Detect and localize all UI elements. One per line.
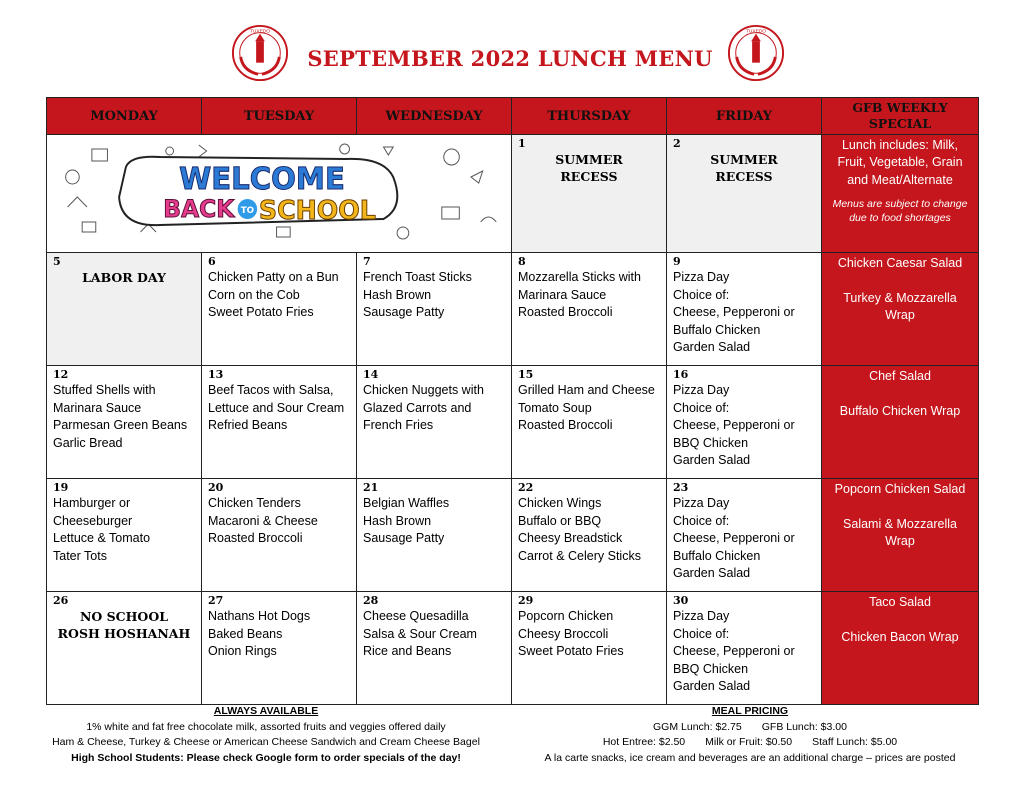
recess-label: RECESS [560,169,618,184]
menu-item: Chicken Tenders [208,496,301,511]
menu-item: Cheese, Pepperoni or [673,305,795,320]
price-staff: Staff Lunch: $5.00 [812,736,898,748]
menu-item: Rice and Beans [363,644,452,659]
high-school-note: High School Students: Please check Google form to order specials of the day! [71,751,461,764]
menu-item: Parmesan Green Beans [53,418,188,433]
special-note-cell [822,135,979,253]
menu-item: Marinara Sauce [53,400,142,415]
menu-item: French Toast Sticks [363,270,472,285]
cell-sep-13 [202,366,357,479]
always-available-line: 1% white and fat free chocolate milk, assorted fruits and veggies offered daily [86,720,446,733]
day-number: 2 [673,137,681,150]
header-wednesday: WEDNESDAY [357,98,512,135]
special-item: Chicken Bacon Wrap [841,629,959,644]
cell-sep-28 [357,592,512,705]
menu-item: Sweet Potato Fries [518,644,624,659]
cell-sep-26 [47,592,202,705]
menu-item: Roasted Broccoli [208,531,303,546]
day-number: 7 [363,255,371,269]
menu-item: Carrot & Celery Sticks [518,548,641,563]
day-number: 30 [673,594,689,608]
menu-item: Nathans Hot Dogs [208,609,311,624]
menu-item: Garden Salad [673,566,751,581]
menu-item: Buffalo Chicken [673,548,761,563]
menu-item: Lettuce and Sour Cream [208,400,345,415]
header-friday: FRIDAY [667,98,822,135]
lunch-includes-note: Lunch includes: Milk, Fruit, Vegetable, Grain and Meat/Alternate [837,138,963,187]
cell-sep-9 [667,253,822,366]
menu-item: Mozzarella Sticks with [518,270,641,285]
meal-pricing-heading: MEAL PRICING [711,705,789,717]
day-number: 14 [363,368,379,382]
holiday-label: ROSH HOSHANAH [57,626,191,642]
menu-item: Sausage Patty [363,531,445,546]
weekly-special-week4 [822,479,979,592]
menu-item: Cheese, Pepperoni or [673,644,795,659]
menu-item: Chicken Patty on a Bun [208,270,339,285]
cell-sep-2 [667,135,822,253]
menu-item: Roasted Broccoli [518,305,613,320]
menu-item: Corn on the Cob [208,287,300,302]
day-number: 23 [673,481,689,495]
recess-label: RECESS [715,169,773,184]
menu-item: Cheeseburger [53,513,133,528]
cell-sep-16 [667,366,822,479]
cell-sep-5 [47,253,202,366]
day-number: 13 [208,368,224,382]
menu-item: Choice of: [673,400,730,415]
welcome-back-banner [47,135,512,253]
menu-item: Cheese Quesadilla [363,609,469,624]
banner-welcome-text: WELCOME [179,161,345,197]
weekly-special-week5 [822,592,979,705]
day-number: 15 [518,368,534,382]
menu-item: Grilled Ham and Cheese [518,383,655,398]
recess-label: SUMMER [555,152,623,167]
svg-text:TUXEDO: TUXEDO [745,29,767,35]
holiday-label: LABOR DAY [82,270,166,286]
svg-text:TUXEDO: TUXEDO [249,29,271,35]
always-available-line: Ham & Cheese, Turkey & Cheese or American Cheese Sandwich and Cream Cheese Bagel [52,736,480,748]
menu-item: Refried Beans [208,418,288,433]
menu-item: Roasted Broccoli [518,418,613,433]
day-number: 5 [53,255,61,269]
cell-sep-12 [47,366,202,479]
menu-item: Tater Tots [53,548,107,563]
menu-item: Lettuce & Tomato [53,531,151,546]
menu-item: Glazed Carrots and [363,400,472,415]
meal-pricing-section [520,704,980,766]
header-tuesday: TUESDAY [202,98,357,135]
header-thursday: THURSDAY [512,98,667,135]
menu-item: Cheese, Pepperoni or [673,418,795,433]
header-weekly-special: GFB WEEKLY SPECIAL [822,98,979,135]
price-ggm: GGM Lunch: $2.75 [653,720,742,733]
cell-sep-30 [667,592,822,705]
day-number: 6 [208,255,216,269]
menu-item: Buffalo or BBQ [518,513,602,528]
special-item: Popcorn Chicken Salad [834,482,966,497]
menu-item: Buffalo Chicken [673,322,761,337]
day-number: 27 [208,594,224,608]
menu-item: Cheesy Broccoli [518,626,609,641]
menu-item: Cheesy Breadstick [518,531,623,546]
menu-item: Beef Tacos with Salsa, [208,383,334,398]
menu-item: Marinara Sauce [518,287,607,302]
menu-item: Pizza Day [673,609,730,624]
day-number: 8 [518,255,526,269]
cell-sep-15 [512,366,667,479]
banner-school-text: SCHOOL [258,195,376,227]
menu-item: Tomato Soup [518,400,592,415]
cell-sep-19 [47,479,202,592]
menu-item: Chicken Wings [518,496,602,511]
cell-sep-8 [512,253,667,366]
day-number: 28 [363,594,379,608]
lunch-menu-table [46,97,979,705]
menu-item: Sausage Patty [363,305,445,320]
day-number: 21 [363,481,379,495]
special-item: Taco Salad [869,595,931,610]
cell-sep-14 [357,366,512,479]
menu-item: BBQ Chicken [673,435,749,450]
cell-sep-23 [667,479,822,592]
menu-item: Hash Brown [363,287,432,302]
always-available-heading: ALWAYS AVAILABLE [213,705,319,717]
menu-item: Macaroni & Cheese [208,513,318,528]
day-number: 26 [53,594,69,608]
cell-sep-1 [512,135,667,253]
menu-item: Chicken Nuggets with [363,383,484,398]
menu-item: Pizza Day [673,270,730,285]
special-item: Salami & Mozzarella Wrap [843,516,957,549]
menu-item: Choice of: [673,513,730,528]
menu-item: BBQ Chicken [673,661,749,676]
menu-item: Baked Beans [208,626,283,641]
price-milk-fruit: Milk or Fruit: $0.50 [705,736,793,748]
menu-item: Choice of: [673,626,730,641]
day-number: 29 [518,594,534,608]
menu-item: Popcorn Chicken [518,609,614,624]
menu-item: Pizza Day [673,496,730,511]
banner-back-text: BACK [163,194,235,224]
day-number: 12 [53,368,69,382]
holiday-label: NO SCHOOL [79,609,169,625]
cell-sep-29 [512,592,667,705]
school-seal-left [231,24,289,82]
menu-item: Garden Salad [673,453,751,468]
cell-sep-27 [202,592,357,705]
special-item: Chicken Caesar Salad [837,256,963,271]
day-number: 1 [518,137,526,150]
special-item: Buffalo Chicken Wrap [839,403,961,418]
day-number: 9 [673,255,681,269]
menu-item: Garlic Bread [53,435,123,450]
page-title: SEPTEMBER 2022 LUNCH MENU [307,46,713,71]
day-number: 19 [53,481,69,495]
a-la-carte-note: A la carte snacks, ice cream and beverages are an additional charge – prices are posted [544,751,956,764]
cell-sep-7 [357,253,512,366]
day-number: 20 [208,481,224,495]
menu-item: Hash Brown [363,513,432,528]
welcome-back-to-school-graphic [53,137,505,245]
menu-item: Garden Salad [673,340,751,355]
menu-item: Sweet Potato Fries [208,305,314,320]
menu-item: Salsa & Sour Cream [363,626,477,641]
banner-to-text: TO [240,205,255,217]
menu-item: Stuffed Shells with [53,383,156,398]
recess-label: SUMMER [710,152,778,167]
menu-item: Garden Salad [673,679,751,694]
cell-sep-20 [202,479,357,592]
weekly-special-week3 [822,366,979,479]
school-seal-right [727,24,785,82]
special-item: Turkey & Mozzarella Wrap [843,290,957,323]
weekly-special-week2 [822,253,979,366]
header-monday: MONDAY [47,98,202,135]
menu-item: French Fries [363,418,434,433]
menu-item: Hamburger or [53,496,131,511]
menu-item: Choice of: [673,287,730,302]
day-number: 16 [673,368,689,382]
menu-item: Onion Rings [208,644,277,659]
special-item: Chef Salad [869,369,931,384]
menu-item: Pizza Day [673,383,730,398]
price-hot-entree: Hot Entree: $2.50 [602,736,686,748]
menu-change-note: Menus are subject to change due to food shortages [832,198,968,225]
day-number: 22 [518,481,534,495]
always-available-section [46,704,486,766]
menu-item: Cheese, Pepperoni or [673,531,795,546]
cell-sep-6 [202,253,357,366]
menu-item: Belgian Waffles [363,496,450,511]
cell-sep-22 [512,479,667,592]
cell-sep-21 [357,479,512,592]
price-gfb: GFB Lunch: $3.00 [761,720,847,733]
